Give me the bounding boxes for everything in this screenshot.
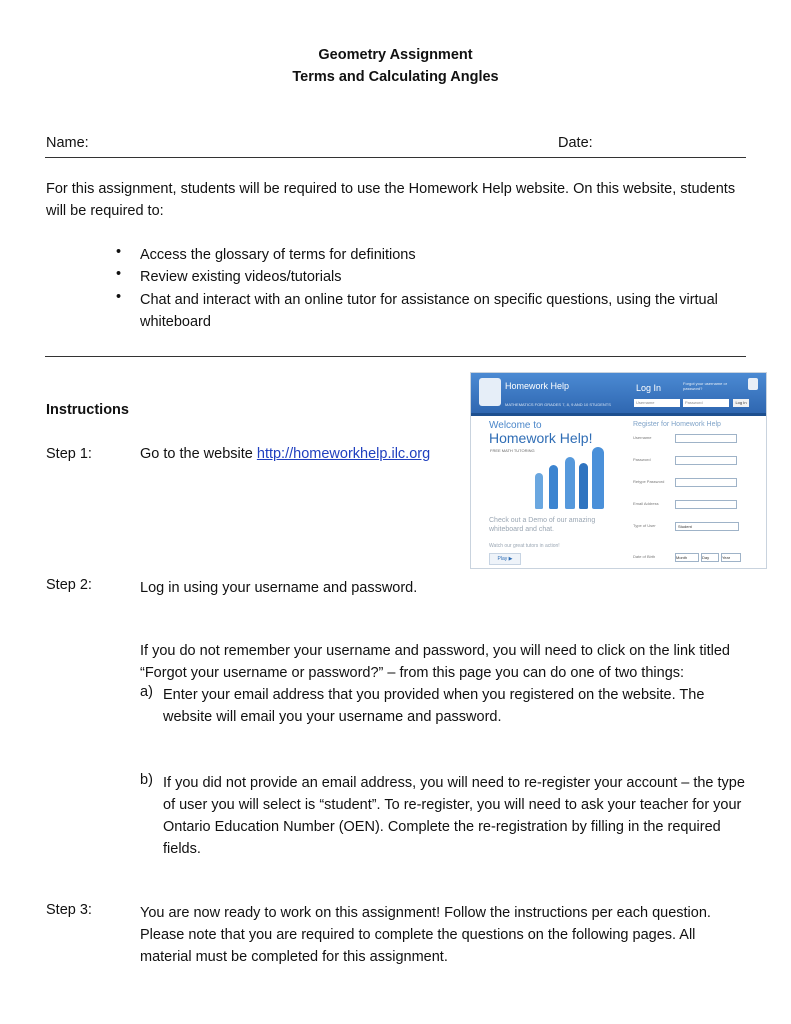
option-b-text: If you did not provide an email address, you will need to re-register your account – the type of user you will select is “student”. To re-register, you will need to ask your teacher for your Ontario Education Number (OEN). Complete the re-registration by filling in the required fields.	[163, 775, 745, 857]
site-header-bar	[471, 373, 766, 413]
reg-field-label: Email Address	[633, 501, 659, 506]
site-tagline: MATHEMATICS FOR GRADES 7, 8, 9 AND 10 STUDENTS	[505, 402, 611, 407]
reg-field-label: Date of Birth	[633, 554, 656, 559]
reg-field-label: Type of User	[633, 523, 656, 528]
option-a-letter: a)	[140, 684, 153, 700]
bullet-dot-icon: •	[116, 266, 122, 282]
instructions-heading: Instructions	[46, 402, 129, 418]
step-2-note: If you do not remember your username and password, you will need to click on the link titled “Forgot your username or password?” – from this page you can do one of two things:	[140, 643, 730, 681]
dob-month-select[interactable]: Month	[675, 553, 699, 562]
bullet-item: Chat and interact with an online tutor for assistance on specific questions, using the virtual whiteboard	[140, 292, 718, 330]
forgot-link[interactable]: Forgot your username or password?	[683, 381, 728, 391]
step-3-label: Step 3:	[46, 902, 92, 918]
play-label: Play	[497, 556, 508, 562]
homework-help-screenshot	[470, 372, 767, 569]
login-username-input[interactable]: Username	[634, 399, 680, 407]
play-icon: ▶	[508, 556, 513, 562]
welcome-text: Welcome to	[489, 420, 542, 431]
step-3-text: You are now ready to work on this assignment! Follow the instructions per each question. Please note that you are required to complete the questions on the following pages. All material must be completed for this assignment.	[140, 905, 711, 965]
reg-field-label: Username	[633, 435, 652, 440]
option-b-letter: b)	[140, 772, 153, 788]
demo-text: Check out a Demo of our amazing whiteboard and chat.	[489, 517, 596, 533]
register-title: Register for Homework Help	[633, 421, 721, 428]
name-label: Name:	[46, 135, 89, 151]
dob-year-select[interactable]: Year	[721, 553, 741, 562]
site-brand: Homework Help	[505, 381, 570, 391]
reg-username-input[interactable]	[675, 434, 737, 443]
step-1-text	[140, 446, 430, 462]
watch-text: Watch our great tutors in action!	[489, 543, 560, 549]
welcome-big-text: Homework Help!	[489, 430, 593, 446]
intro-paragraph: For this assignment, students will be required to use the Homework Help website. On this website, students will be required to:	[46, 181, 736, 219]
reg-user-type-select[interactable]: Student	[675, 522, 739, 531]
reg-retype-password-input[interactable]	[675, 478, 737, 487]
date-label: Date:	[558, 135, 593, 151]
step-2-text: Log in using your username and password.	[140, 580, 418, 596]
bullet-item: Access the glossary of terms for definitions	[140, 247, 416, 263]
login-title: Log In	[636, 383, 662, 393]
dob-day-select[interactable]: Day	[701, 553, 719, 562]
bullet-item: Review existing videos/tutorials	[140, 269, 342, 285]
bullet-dot-icon: •	[116, 289, 122, 305]
step-1-label: Step 1:	[46, 446, 92, 462]
login-button[interactable]: Log In	[733, 399, 749, 407]
section-divider	[45, 356, 746, 357]
step-2-label: Step 2:	[46, 577, 92, 593]
reg-password-input[interactable]	[675, 456, 737, 465]
bullet-dot-icon: •	[116, 244, 122, 260]
reg-field-label: Retype Password	[633, 479, 665, 484]
play-button[interactable]	[489, 553, 521, 565]
document-title: Geometry Assignment	[318, 47, 473, 63]
document-subtitle: Terms and Calculating Angles	[292, 69, 499, 85]
login-password-input[interactable]: Password	[683, 399, 729, 407]
step-1-instruction: Go to the website	[140, 446, 257, 462]
reg-field-label: Password	[633, 457, 651, 462]
name-date-rule	[45, 157, 746, 158]
free-tutoring-text: FREE MATH TUTORING	[490, 448, 535, 453]
homework-help-logo-icon	[479, 378, 501, 406]
option-a-text: Enter your email address that you provided when you registered on the website. The website will email you your username and password.	[163, 687, 705, 725]
reg-email-input[interactable]	[675, 500, 737, 509]
homework-help-link[interactable]: http://homeworkhelp.ilc.org	[256, 446, 431, 462]
page-icon	[748, 378, 758, 390]
